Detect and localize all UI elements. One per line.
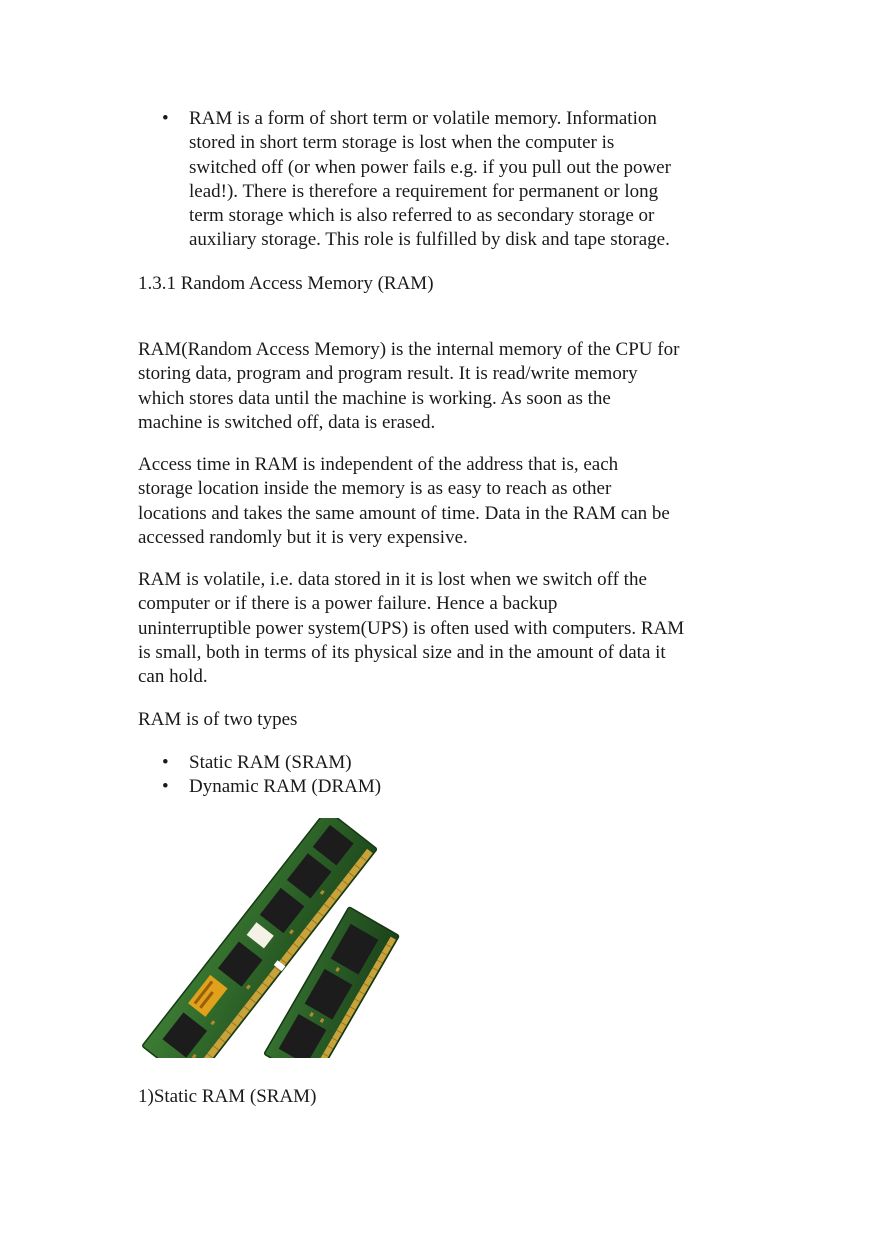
list-item-label: Dynamic RAM (DRAM)	[189, 776, 382, 798]
line: storage location inside the memory is as easy to reach as other	[138, 478, 612, 500]
line: is small, both in terms of its physical size and in the amount of data it	[138, 641, 666, 663]
paragraph-volatility	[138, 568, 698, 689]
bullet-marker: •	[162, 752, 169, 773]
list-item	[138, 775, 698, 799]
paragraph-definition	[138, 338, 698, 435]
line: machine is switched off, data is erased.	[138, 411, 436, 433]
types-intro: RAM is of two types	[138, 709, 298, 730]
line: switched off (or when power fails e.g. if you pull out the power	[189, 156, 671, 178]
list-item-label: Static RAM (SRAM)	[189, 752, 352, 773]
list-item	[138, 751, 698, 775]
list-item	[138, 107, 698, 253]
paragraph-access-time	[138, 453, 698, 550]
line: accessed randomly but it is very expensive.	[138, 526, 468, 548]
line: RAM is a form of short term or volatile memory. Information	[189, 108, 657, 129]
line: uninterruptible power system(UPS) is often used with computers. RAM	[138, 617, 685, 639]
line: can hold.	[138, 666, 208, 688]
bullet-marker: •	[162, 776, 169, 798]
line: Access time in RAM is independent of the address that is, each	[138, 454, 619, 475]
line: storing data, program and program result. It is read/write memory	[138, 363, 638, 385]
line: which stores data until the machine is working. As soon as the	[138, 387, 611, 409]
line: RAM(Random Access Memory) is the internal memory of the CPU for	[138, 339, 680, 360]
line: lead!). There is therefore a requirement for permanent or long	[189, 180, 659, 202]
sram-subheading: 1)Static RAM (SRAM)	[138, 1086, 317, 1107]
line: computer or if there is a power failure. Hence a backup	[138, 593, 558, 615]
ram-types-list	[138, 751, 698, 800]
intro-bullet	[138, 107, 698, 253]
line: locations and takes the same amount of time. Data in the RAM can be	[138, 502, 670, 524]
bullet-marker: •	[162, 108, 169, 129]
line: auxiliary storage. This role is fulfilled by disk and tape storage.	[189, 229, 670, 251]
ram-modules-photo	[138, 818, 406, 1058]
section-heading: 1.3.1 Random Access Memory (RAM)	[138, 273, 434, 294]
line: term storage which is also referred to as secondary storage or	[189, 205, 655, 227]
line: stored in short term storage is lost when the computer is	[189, 132, 615, 154]
line: RAM is volatile, i.e. data stored in it is lost when we switch off the	[138, 569, 647, 590]
